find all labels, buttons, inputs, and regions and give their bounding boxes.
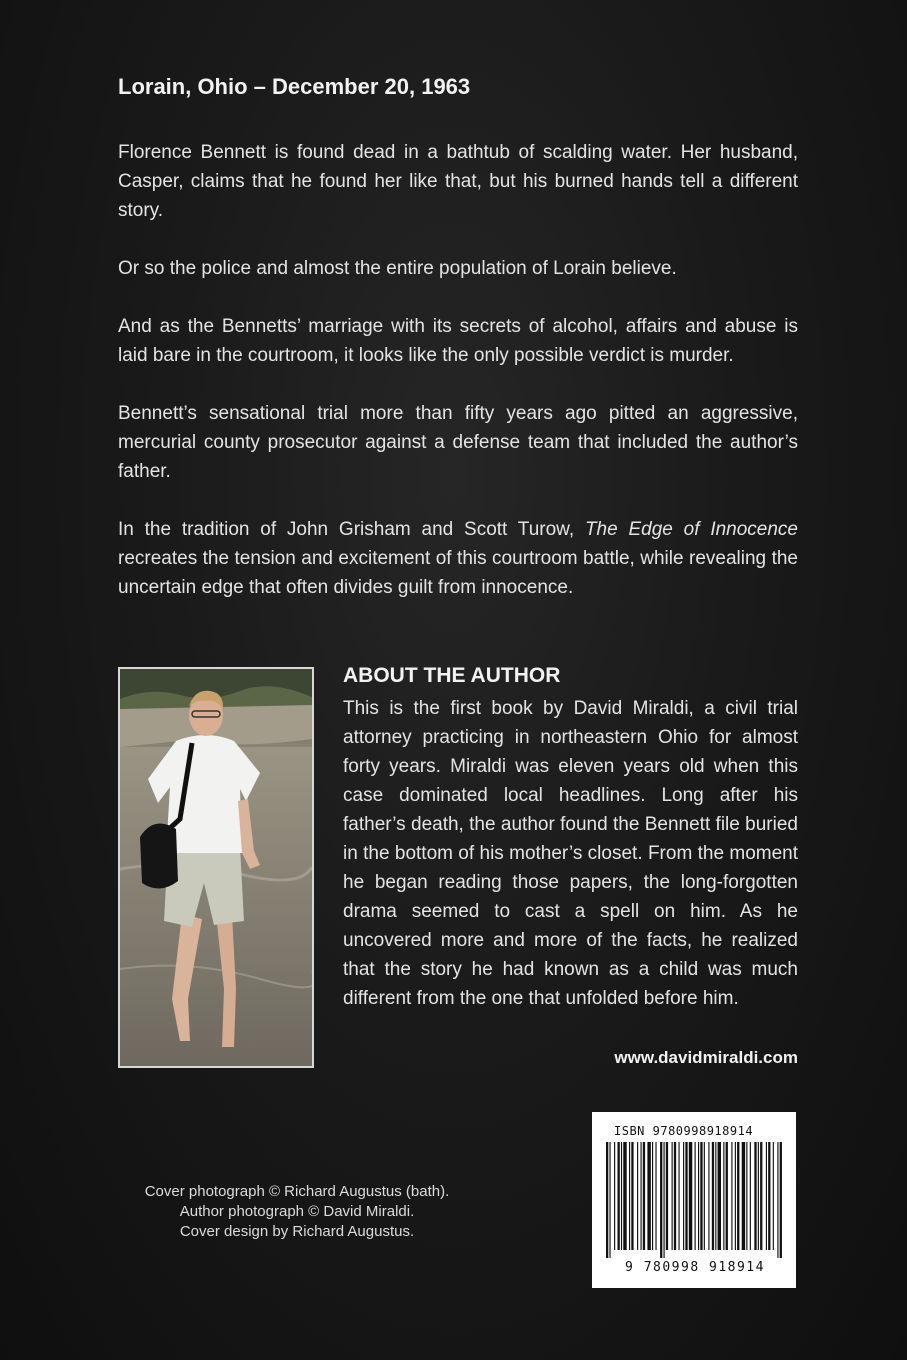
blurb-paragraph-4: Bennett’s sensational trial more than fifty years ago pitted an aggressive, mercurial county prosecutor against a defense team that included the author’s father.	[118, 403, 798, 482]
blurb-paragraph-5	[118, 515, 798, 602]
barcode-bars	[604, 1142, 784, 1258]
barcode-bar	[766, 1142, 767, 1250]
blurb-p5-end: recreates the tension and excitement of this courtroom battle, while revealing the uncertain edge that often divides guilt from innocence.	[118, 548, 798, 598]
book-title: The Edge of Innocence	[584, 519, 798, 540]
barcode-bar	[683, 1142, 684, 1250]
barcode-bar	[715, 1142, 716, 1250]
barcode-bar	[685, 1142, 687, 1250]
isbn-label: ISBN 9780998918914	[614, 1124, 754, 1138]
isbn-barcode	[592, 1112, 796, 1288]
barcode-bar	[695, 1142, 696, 1250]
author-bio: This is the first book by David Miraldi, a civil trial attorney practicing in northeastern Ohio for almost forty years. Miraldi was eleven years old when this case dominated local headlines. Long after his father’s death, the author found the Bennett file buried in the bottom of his mother’s closet. From the moment he began reading those papers, the long-forgotten drama seemed to cast a spell on him. As he uncovered more and more of the facts, he realized that the story he had known as a child was much different from the one that unfolded before him.	[343, 698, 798, 1009]
blurb-text	[118, 138, 798, 631]
barcode-bar	[737, 1142, 739, 1250]
barcode-bar	[647, 1142, 650, 1250]
barcode-bar	[674, 1142, 676, 1250]
barcode-bar	[731, 1142, 732, 1250]
barcode-bar	[777, 1142, 778, 1258]
blurb-paragraph-1: Florence Bennett is found dead in a bathtub of scalding water. Her husband, Casper, claims that he found her like that, but his burned hands tell a different story.	[118, 142, 798, 221]
barcode-bar	[609, 1142, 610, 1258]
barcode-bar	[746, 1142, 747, 1250]
barcode-bar	[641, 1142, 642, 1250]
blurb-p5-start: In the tradition of John Grisham and Scott Turow,	[118, 519, 585, 540]
barcode-bar	[758, 1142, 759, 1250]
barcode-bar	[742, 1142, 745, 1250]
about-author-heading: ABOUT THE AUTHOR	[343, 664, 561, 687]
barcode-bar	[700, 1142, 702, 1250]
barcode-bar	[643, 1142, 645, 1250]
author-website[interactable]: www.davidmiraldi.com	[614, 1048, 798, 1067]
barcode-bar	[629, 1142, 630, 1250]
blurb-paragraph-2: Or so the police and almost the entire population of Lorain believe.	[118, 258, 677, 279]
blurb-paragraph-3: And as the Bennetts’ marriage with its secrets of alcohol, affairs and abuse is laid bare in the courtroom, it looks like the only possible verdict is murder.	[118, 316, 798, 366]
barcode-digits: 9 780998 918914	[625, 1260, 765, 1275]
barcode-bar	[672, 1142, 673, 1250]
author-photo	[118, 667, 314, 1068]
barcode-bar	[621, 1142, 622, 1250]
barcode-bar	[689, 1142, 692, 1250]
barcode-bar	[655, 1142, 656, 1250]
blurb-heading: Lorain, Ohio – December 20, 1963	[118, 74, 471, 99]
barcode-bar	[666, 1142, 668, 1250]
barcode-bar	[652, 1142, 653, 1250]
barcode-bar	[708, 1142, 709, 1250]
barcode-bar	[768, 1142, 770, 1250]
barcode-bar	[660, 1142, 662, 1258]
barcode-bar	[704, 1142, 705, 1250]
barcode-bar	[712, 1142, 714, 1250]
barcode-bar	[760, 1142, 762, 1250]
barcode-bar	[726, 1142, 728, 1250]
credit-line-3: Cover design by Richard Augustus.	[179, 1223, 415, 1240]
barcode-bar	[735, 1142, 736, 1250]
credit-line-1: Cover photograph © Richard Augustus (bath).	[144, 1183, 450, 1200]
barcode-bar	[723, 1142, 724, 1250]
barcode-bar	[754, 1142, 756, 1250]
barcode-bar	[606, 1142, 608, 1258]
barcode-bar	[637, 1142, 638, 1250]
barcode-bar	[678, 1142, 679, 1250]
barcode-bar	[623, 1142, 626, 1250]
barcode-bar	[698, 1142, 699, 1250]
barcode-bar	[664, 1142, 665, 1258]
barcode-bar	[618, 1142, 620, 1250]
author-photo-illustration	[120, 669, 312, 1066]
barcode-bar	[718, 1142, 721, 1250]
cover-credits	[112, 1182, 482, 1242]
barcode-bar	[750, 1142, 751, 1250]
barcode-bar	[780, 1142, 782, 1258]
credit-line-2: Author photograph © David Miraldi.	[179, 1203, 415, 1220]
barcode-bar	[614, 1142, 615, 1250]
barcode-bar	[773, 1142, 774, 1250]
barcode-bar	[631, 1142, 633, 1250]
